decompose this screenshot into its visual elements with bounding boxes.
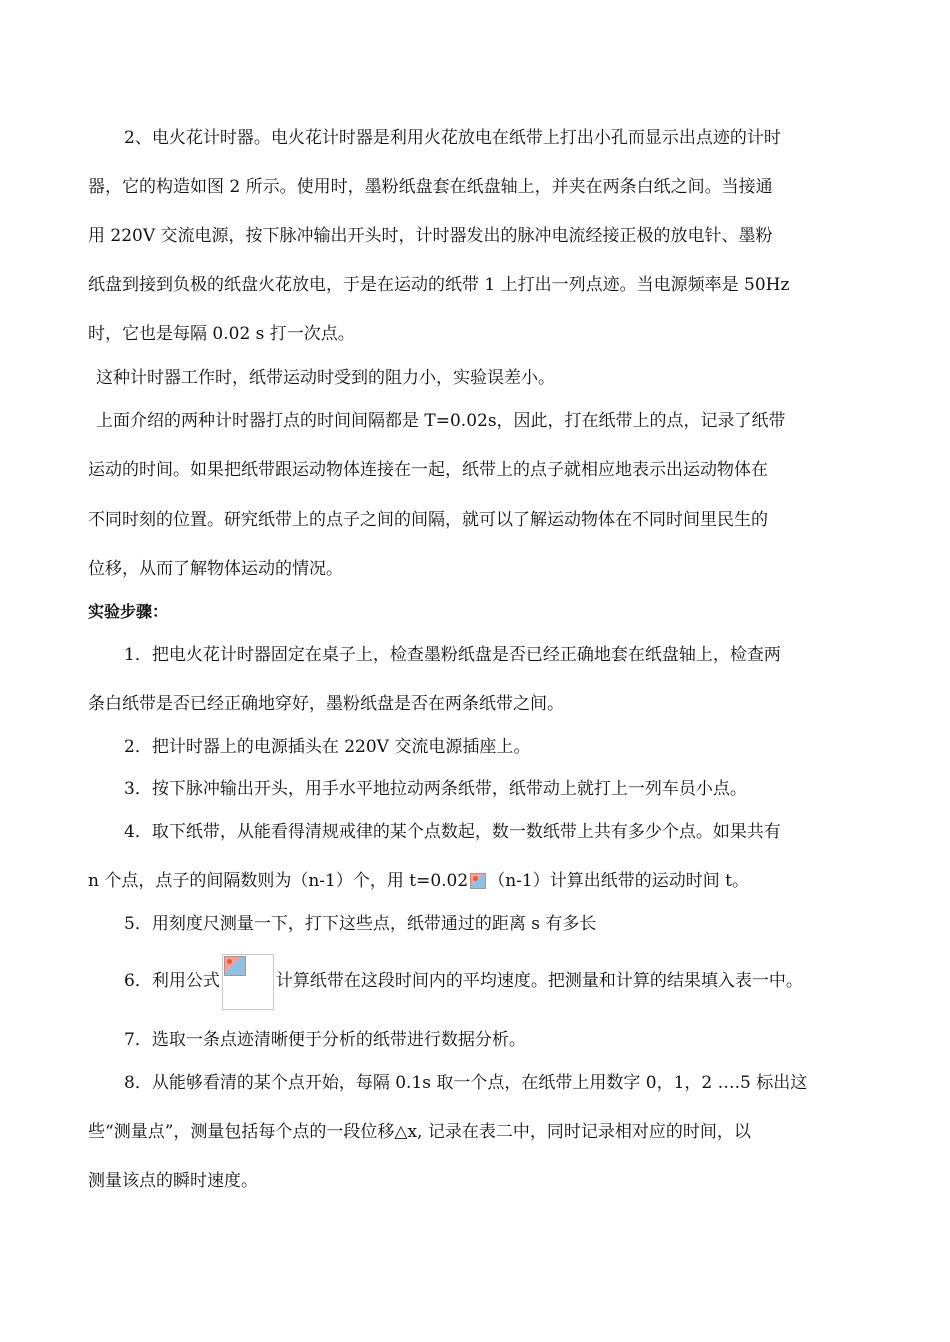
step-line xyxy=(88,869,749,893)
step-line: 4．取下纸带，从能看得清规戒律的某个点数起，数一数纸带上共有多少个点。如果共有 xyxy=(124,822,781,842)
step-line: 测量该点的瞬时速度。 xyxy=(88,1171,258,1191)
step-line: 5．用刻度尺测量一下，打下这些点，纸带通过的距离 s 有多长 xyxy=(124,914,597,934)
paragraph-line: 2、电火花计时器。电火花计时器是利用火花放电在纸带上打出小孔而显示出点迹的计时 xyxy=(124,128,781,148)
step-text: 6．利用公式 xyxy=(124,971,220,991)
step-text: n 个点，点子的间隔数则为（n-1）个，用 t=0.02 xyxy=(88,871,469,891)
step-line: 条白纸带是否已经正确地穿好，墨粉纸盘是否在两条纸带之间。 xyxy=(88,694,564,714)
paragraph-line: 运动的时间。如果把纸带跟运动物体连接在一起，纸带上的点子就相应地表示出运动物体在 xyxy=(88,460,768,480)
broken-image-icon xyxy=(469,872,487,890)
paragraph-line: 器，它的构造如图 2 所示。使用时，墨粉纸盘套在纸盘轴上，并夹在两条白纸之间。当接通 xyxy=(88,177,773,197)
paragraph-line: 纸盘到接到负极的纸盘火花放电，于是在运动的纸带 1 上打出一列点迹。当电源频率是 50Hz xyxy=(88,275,790,295)
section-heading: 实验步骤： xyxy=(88,602,169,621)
paragraph-line: 用 220V 交流电源，按下脉冲输出开头时，计时器发出的脉冲电流经接正极的放电针、墨粉 xyxy=(88,226,773,246)
step-line: 7．选取一条点迹清晰便于分析的纸带进行数据分析。 xyxy=(124,1030,526,1050)
paragraph-line: 上面介绍的两种计时器打点的时间间隔都是 T=0.02s，因此，打在纸带上的点，记录了纸带 xyxy=(96,411,786,431)
paragraph-line: 不同时刻的位置。研究纸带上的点子之间的间隔，就可以了解运动物体在不同时间里民生的 xyxy=(88,510,768,530)
step-line: 些“测量点”，测量包括每个点的一段位移△x, 记录在表二中，同时记录相对应的时间，以 xyxy=(88,1122,751,1142)
paragraph-line: 位移，从而了解物体运动的情况。 xyxy=(88,559,343,579)
step-text: （n-1）计算出纸带的运动时间 t。 xyxy=(488,871,749,891)
paragraph-line: 时，它也是每隔 0.02 s 打一次点。 xyxy=(88,324,355,344)
step-line: 8．从能够看清的某个点开始，每隔 0.1s 取一个点，在纸带上用数字 0，1，2 ….5 标出这 xyxy=(124,1073,808,1093)
step-text: 计算纸带在这段时间内的平均速度。把测量和计算的结果填入表一中。 xyxy=(275,971,803,991)
paragraph-line: 这种计时器工作时，纸带运动时受到的阻力小，实验误差小。 xyxy=(96,368,555,388)
step-line: 2．把计时器上的电源插头在 220V 交流电源插座上。 xyxy=(124,737,531,757)
broken-image-icon xyxy=(222,954,274,1010)
step-line xyxy=(124,953,803,1010)
step-line: 1．把电火花计时器固定在桌子上，检查墨粉纸盘是否已经正确地套在纸盘轴上，检查两 xyxy=(124,645,781,665)
step-line: 3．按下脉冲输出开头，用手水平地拉动两条纸带，纸带动上就打上一列车员小点。 xyxy=(124,779,747,799)
